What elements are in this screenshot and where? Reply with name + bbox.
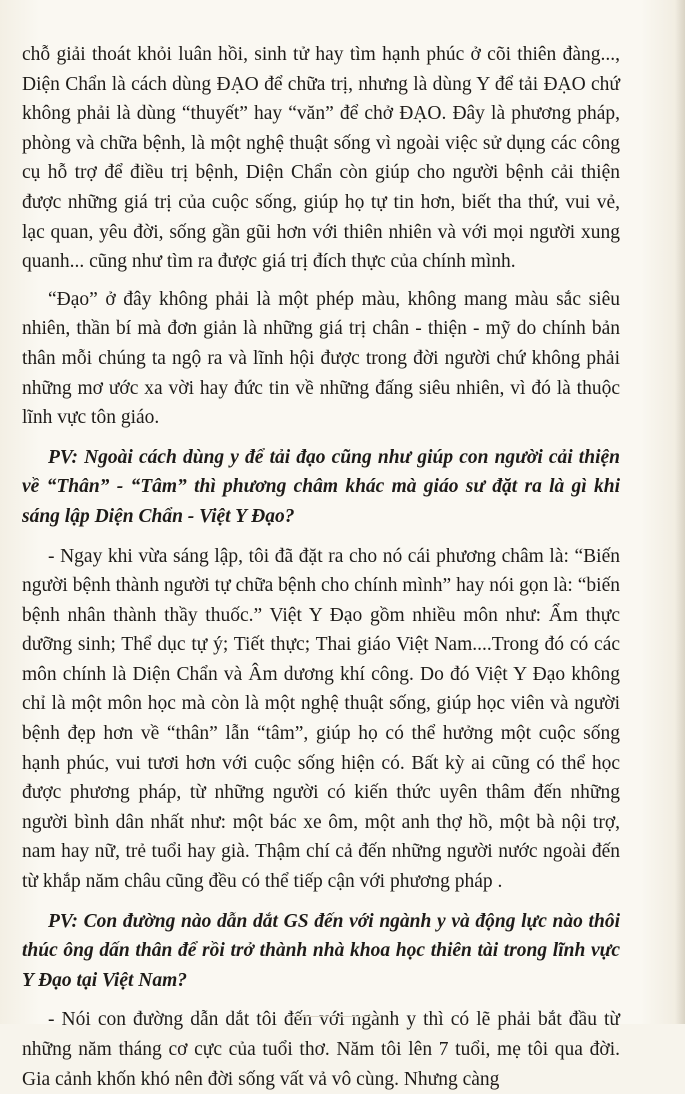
paragraph-dao-meaning: “Đạo” ở đây không phải là một phép màu, không mang màu sắc siêu nhiên, thần bí mà đơn giản là những giá trị chân - thiện - mỹ do chính bản thân mỗi chúng ta ngộ ra và lĩnh hội được trong đời người chứ không phải những mơ ước xa vời hay đức tin về những đấng siêu nhiên, vì đó là thuộc lĩnh vực tôn giáo.	[22, 288, 620, 429]
interview-question-path: PV: Con đường nào dẫn dắt GS đến với ngành y và động lực nào thôi thúc ông dấn thân để rồi trở thành nhà khoa học thiên tài trong lĩnh vực Y Đạo tại Việt Nam?	[22, 910, 620, 991]
bottom-decorative-line	[290, 1016, 380, 1021]
page-edge-shadow	[675, 0, 685, 1024]
paragraph-gap	[22, 897, 620, 907]
paragraph-gap	[22, 433, 620, 443]
paragraph-continued-intro: chỗ giải thoát khỏi luân hồi, sinh tử hay tìm hạnh phúc ở cõi thiên đàng..., Diện Chẩn là cách dùng ĐẠO để chữa trị, nhưng là dùng Y để tải ĐẠO chứ không phải là dùng “thuyết” hay “văn” để chở ĐẠO. Đây là phương pháp, phòng và chữa bệnh, là một nghệ thuật sống vì ngoài việc sử dụng các công cụ hỗ trợ để điều trị bệnh, Diện Chẩn còn giúp cho người bệnh cải thiện được những giá trị của cuộc sống, giúp họ tự tin hơn, biết tha thứ, vui vẻ, lạc quan, yêu đời, sống gần gũi hơn với thiên nhiên và với mọi người xung quanh... cũng như tìm ra được giá trị đích thực của chính mình.	[22, 44, 620, 273]
answer-motto: - Ngay khi vừa sáng lập, tôi đã đặt ra cho nó cái phương châm là: “Biến người bệnh thành người tự chữa bệnh cho chính mình” hay nói gọn là: “biến bệnh nhân thành thầy thuốc.” Việt Y Đạo gồm nhiều môn như: Ẩm thực dưỡng sinh; Thể dục tự ý; Tiết thực; Thai giáo Việt Nam....Trong đó có các môn chính là Diện Chẩn và Âm dương khí công. Do đó Việt Y Đạo không chỉ là một môn học mà còn là một nghệ thuật sống, giúp học viên và người bệnh đẹp hơn về “thân” lẫn “tâm”, giúp họ có thể hưởng một cuộc sống hạnh phúc, vui tươi hơn với cuộc sống hiện có. Bất kỳ ai cũng có thể học được phương pháp, từ những người có kiến thức uyên thâm đến những người bình dân nhất như: một bác xe ôm, một anh thợ hồ, một bà nội trợ, nam hay nữ, trẻ tuổi hay già. Thậm chí cả đến những người nước ngoài đến từ khắp năm châu cũng đều có thể tiếp cận với phương pháp .	[22, 545, 620, 893]
paragraph-gap	[22, 995, 620, 1005]
paragraph-gap	[22, 532, 620, 542]
paragraph-gap	[22, 277, 620, 285]
answer-path: - Nói con đường dẫn dắt tôi đến với ngành y thì có lẽ phải bắt đầu từ những năm tháng cơ cực của tuổi thơ. Năm tôi lên 7 tuổi, mẹ tôi qua đời. Gia cảnh khốn khó nên đời sống vất vả vô cùng. Nhưng càng	[22, 1009, 620, 1090]
text-column	[22, 40, 620, 1094]
interview-question-motto: PV: Ngoài cách dùng y để tải đạo cũng như giúp con người cải thiện về “Thân” - “Tâm” thì phương châm khác mà giáo sư đặt ra là gì khi sáng lập Diện Chẩn - Việt Y Đạo?	[22, 446, 620, 527]
